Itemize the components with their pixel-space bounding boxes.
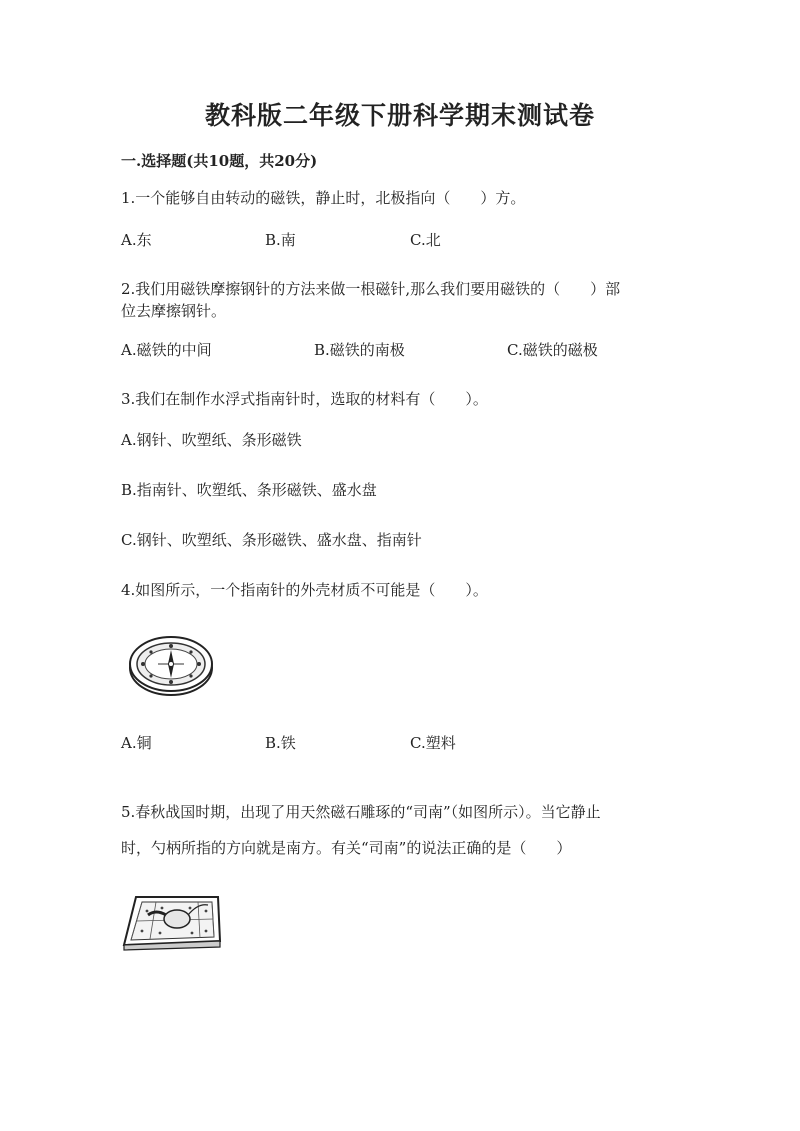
question-3: 3.我们在制作水浮式指南针时，选取的材料有（ ）。	[121, 390, 488, 408]
q3-option-c: C.钢针、吹塑纸、条形磁铁、盛水盘、指南针	[121, 531, 422, 549]
question-5-line-1: 5.春秋战国时期，出现了用天然磁石雕琢的“司南”（如图所示）。当它静止	[121, 803, 601, 821]
page-title: 教科版二年级下册科学期末测试卷	[204, 101, 595, 130]
question-2	[121, 278, 681, 322]
q1-option-c: C.北	[410, 231, 441, 249]
section-heading: 一.选择题(共10题，共20分)	[121, 152, 318, 170]
question-1: 1.一个能够自由转动的磁铁，静止时，北极指向（ ）方。	[121, 189, 526, 207]
q2-option-c: C.磁铁的磁极	[507, 341, 598, 359]
q2-option-a: A.磁铁的中间	[121, 341, 212, 359]
q4-option-a: A.铜	[121, 734, 152, 752]
q1-option-a: A.东	[121, 231, 152, 249]
q3-option-a: A.钢针、吹塑纸、条形磁铁	[121, 431, 302, 449]
q4-option-b: B.铁	[265, 734, 296, 752]
question-5	[121, 794, 681, 866]
q2-option-b: B.磁铁的南极	[314, 341, 405, 359]
q1-option-b: B.南	[265, 231, 296, 249]
question-5-line-2: 时，勺柄所指的方向就是南方。有关“司南”的说法正确的是（ ）	[121, 839, 572, 857]
question-2-line-2: 位去摩擦钢针。	[121, 302, 227, 320]
question-2-line-1: 2.我们用磁铁摩擦钢针的方法来做一根磁针,那么我们要用磁铁的（ ）部	[121, 280, 621, 298]
sinan-image	[122, 893, 222, 951]
q3-option-b: B.指南针、吹塑纸、条形磁铁、盛水盘	[121, 481, 377, 499]
question-4: 4.如图所示，一个指南针的外壳材质不可能是（ ）。	[121, 581, 488, 599]
compass-image	[126, 628, 216, 698]
q4-option-c: C.塑料	[410, 734, 456, 752]
